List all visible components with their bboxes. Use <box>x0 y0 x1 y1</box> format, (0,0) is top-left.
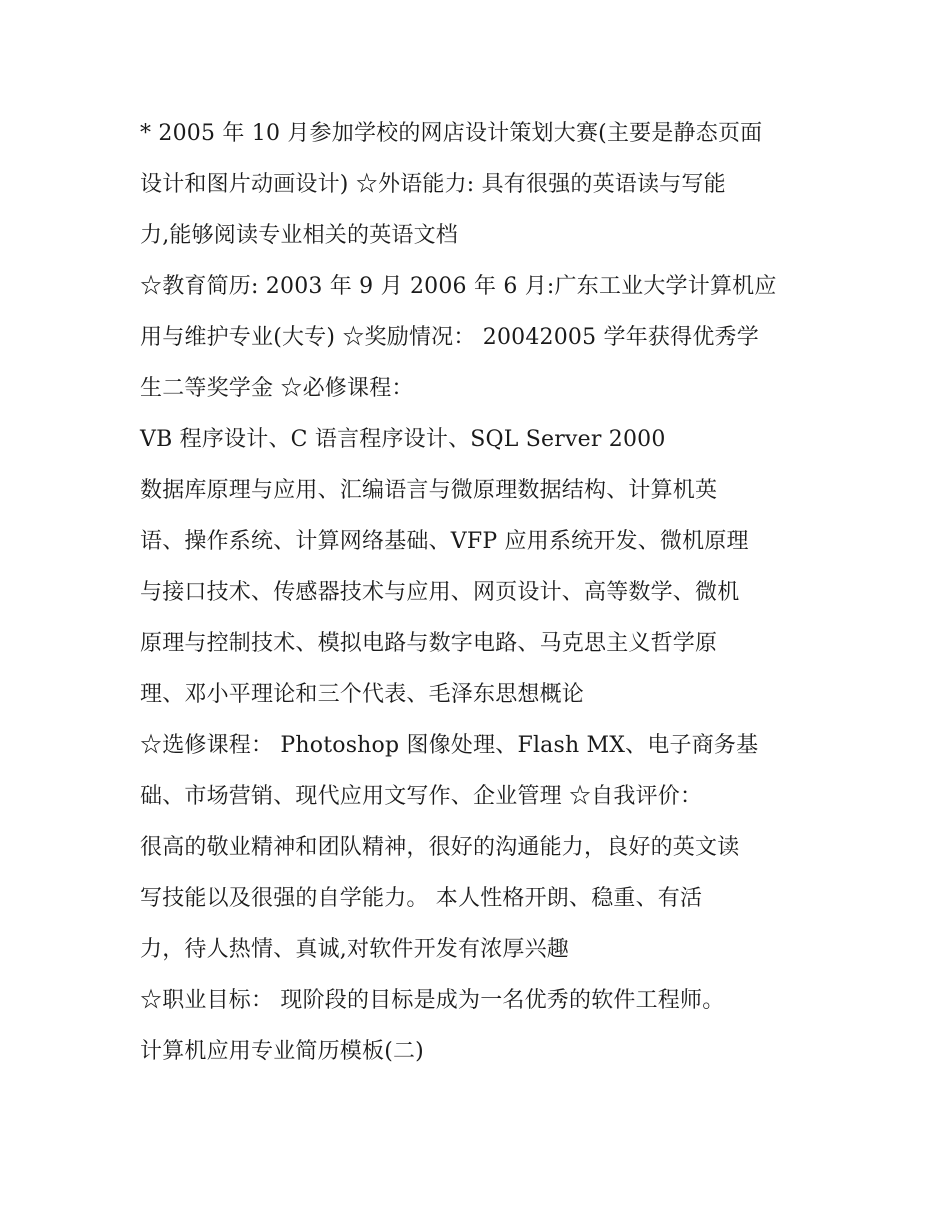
text-line-courses-2: 数据库原理与应用、汇编语言与微原理数据结构、计算机英 <box>140 478 718 503</box>
text-line-self-eval-3: 力，待人热情、真诚,对软件开发有浓厚兴趣 <box>140 937 569 962</box>
text-line-courses-5: 原理与控制技术、模拟电路与数字电路、马克思主义哲学原 <box>140 631 718 656</box>
text-line-language-ability: 设计和图片动画设计) ☆外语能力: 具有很强的英语读与写能 <box>140 172 726 197</box>
resume-text-block <box>140 108 830 1077</box>
text-line-scholarship-required-courses: 生二等奖学金 ☆必修课程： <box>140 376 414 401</box>
text-line-education: ☆教育简历: 2003 年 9 月 2006 年 6 月:广东工业大学计算机应 <box>140 274 777 299</box>
text-line-english-docs: 力,能够阅读专业相关的英语文档 <box>140 223 458 248</box>
text-line-elective-courses: ☆选修课程： Photoshop 图像处理、Flash MX、电子商务基 <box>140 733 759 758</box>
text-line-courses-6: 理、邓小平理论和三个代表、毛泽东思想概论 <box>140 682 585 707</box>
text-line-courses-1: VB 程序设计、C 语言程序设计、SQL Server 2000 <box>140 427 666 452</box>
text-line-template-title: 计算机应用专业简历模板(二) <box>140 1039 424 1064</box>
text-line-self-eval-1: 很高的敬业精神和团队精神，很好的沟通能力，良好的英文读 <box>140 835 740 860</box>
text-line-courses-4: 与接口技术、传感器技术与应用、网页设计、高等数学、微机 <box>140 580 740 605</box>
text-line-competition: * 2005 年 10 月参加学校的网店设计策划大赛(主要是静态页面 <box>140 121 763 146</box>
text-line-courses-3: 语、操作系统、计算网络基础、VFP 应用系统开发、微机原理 <box>140 529 749 554</box>
text-line-self-eval-2: 写技能以及很强的自学能力。 本人性格开朗、稳重、有活 <box>140 886 703 911</box>
text-line-elective-self-eval: 础、市场营销、现代应用文写作、企业管理 ☆自我评价： <box>140 784 703 809</box>
text-line-major-awards: 用与维护专业(大专) ☆奖励情况： 20042005 学年获得优秀学 <box>140 325 759 350</box>
text-line-career-goal: ☆职业目标： 现阶段的目标是成为一名优秀的软件工程师。 <box>140 988 725 1013</box>
